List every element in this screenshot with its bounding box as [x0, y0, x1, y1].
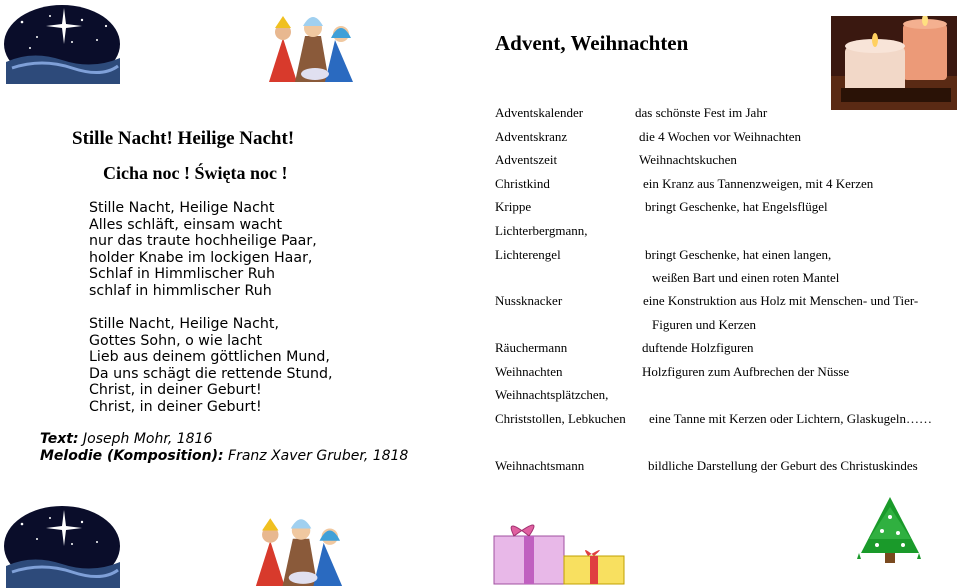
verse-line: Stille Nacht, Heilige Nacht — [89, 200, 275, 216]
verse-line: Schlaf in Himmlischer Ruh — [89, 266, 275, 283]
verse-line: schlaf in himmlischer Ruh — [89, 282, 272, 299]
vocab-definition: Figuren und Kerzen — [652, 317, 756, 332]
vocab-term: Adventskalender — [495, 105, 584, 120]
vocab-definition: Weihnachtskuchen — [639, 152, 737, 167]
vocab-term: Adventszeit — [495, 152, 558, 167]
nativity-icon — [249, 510, 349, 588]
starry-night-icon — [2, 2, 122, 84]
credit-melody-value: Franz Xaver Gruber, 1818 — [228, 448, 409, 464]
vocab-definition: bildliche Darstellung der Geburt des Christuskindes — [648, 458, 918, 473]
vocab-term: Weihnachtsplätzchen, — [495, 387, 609, 402]
verse-1 — [89, 200, 317, 300]
vocab-term: Adventskranz — [495, 129, 568, 144]
poem-title: Stille Nacht! Heilige Nacht! — [72, 128, 295, 149]
verse-line: nur das traute hochheilige Paar, — [89, 233, 317, 250]
vocab-term: Krippe — [495, 199, 532, 214]
verse-line: holder Knabe im lockigen Haar, — [89, 249, 313, 266]
vocab-definition: weißen Bart und einen roten Mantel — [652, 270, 840, 285]
vocab-term: Räuchermann — [495, 340, 568, 355]
vocab-definition: ein Kranz aus Tannenzweigen, mit 4 Kerzen — [643, 176, 874, 191]
verse-line: Stille Nacht, Heilige Nacht, — [89, 316, 279, 332]
starry-night-icon — [2, 504, 122, 588]
poem-subtitle: Cicha noc ! Święta noc ! — [103, 163, 288, 183]
credit-melody — [40, 448, 408, 464]
page-title: Advent, Weihnachten — [495, 31, 689, 55]
verse-line: Da uns schägt die rettende Stund, — [89, 365, 333, 382]
vocab-definition: eine Konstruktion aus Holz mit Menschen- und Tier- — [643, 293, 919, 308]
verse-line: Christ, in deiner Geburt! — [89, 398, 262, 415]
vocab-term: Weihnachten — [495, 364, 563, 379]
vocab-term: Nussknacker — [495, 293, 563, 308]
christmas-tree-icon — [849, 495, 931, 570]
gift-icon — [484, 516, 644, 586]
verse-line: Lieb aus deinem göttlichen Mund, — [89, 349, 330, 366]
credit-melody-label: Melodie (Komposition): — [40, 448, 224, 464]
vocab-definition: bringt Geschenke, hat Engelsflügel — [645, 199, 828, 214]
vocab-definition: duftende Holzfiguren — [642, 340, 754, 355]
vocab-term: Lichterbergmann, — [495, 223, 588, 238]
candles-icon — [831, 16, 957, 110]
vocab-definition: eine Tanne mit Kerzen oder Lichtern, Glaskugeln…… — [649, 411, 932, 426]
credit-lyrics-label: Text: — [40, 431, 79, 447]
vocab-term: Weihnachtsmann — [495, 458, 585, 473]
verse-line: Gottes Sohn, o wie lacht — [89, 332, 263, 349]
vocab-definition: die 4 Wochen vor Weihnachten — [639, 129, 802, 144]
vocab-term: Christkind — [495, 176, 550, 191]
vocab-term: Christstollen, Lebkuchen — [495, 411, 626, 426]
credit-lyrics-value: Joseph Mohr, 1816 — [83, 431, 213, 447]
vocab-definition: Holzfiguren zum Aufbrechen der Nüsse — [642, 364, 850, 379]
vocab-term: Lichterengel — [495, 247, 561, 262]
credit-lyrics — [40, 431, 212, 447]
nativity-icon — [263, 8, 359, 84]
verse-2 — [89, 316, 333, 416]
verse-line: Alles schläft, einsam wacht — [89, 216, 283, 233]
vocab-definition: bringt Geschenke, hat einen langen, — [645, 247, 832, 262]
verse-line: Christ, in deiner Geburt! — [89, 382, 262, 399]
vocab-definition: das schönste Fest im Jahr — [635, 105, 768, 120]
